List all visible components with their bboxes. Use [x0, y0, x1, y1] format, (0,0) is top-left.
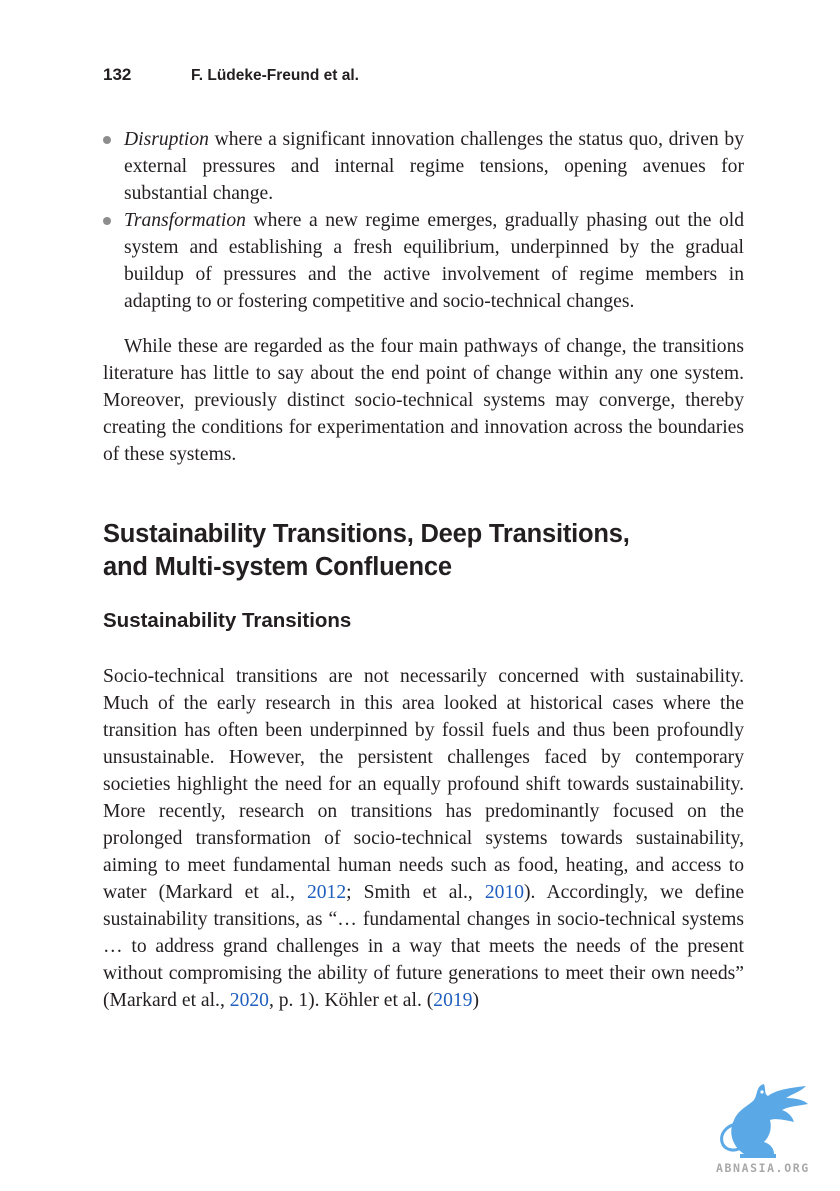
- watermark: ABNASIA.ORG: [716, 1161, 810, 1175]
- paragraph-text: ; Smith et al.,: [346, 882, 485, 903]
- list-item: [103, 207, 744, 315]
- citation-link-2020[interactable]: 2020: [229, 990, 269, 1011]
- section-heading-line1: Sustainability Transitions, Deep Transitions,: [103, 520, 630, 548]
- citation-link-2019[interactable]: 2019: [433, 990, 473, 1011]
- bullet-term: Disruption: [124, 129, 209, 150]
- list-item: [103, 126, 744, 207]
- running-head-authors: F. Lüdeke-Freund et al.: [191, 67, 359, 84]
- bullet-term: Transformation: [124, 210, 246, 231]
- section-heading: [103, 518, 744, 584]
- page-number: 132: [103, 65, 132, 84]
- section-heading-line2: and Multi-system Confluence: [103, 553, 452, 581]
- running-head: [103, 64, 359, 87]
- bullet-icon: [103, 136, 111, 144]
- paragraph-sustainability: [103, 663, 744, 1014]
- citation-link-2010[interactable]: 2010: [484, 882, 525, 903]
- bullet-icon: [103, 217, 111, 225]
- bullet-list: [103, 126, 744, 315]
- bullet-text: where a new regime emerges, gradually phasing out the old system and establishing a fresh equilibrium, underpinned by the gradual buildup of pressures and the active involvement of regime members in adapting to or fostering competitive and socio-technical changes.: [124, 210, 744, 312]
- subsection-heading: Sustainability Transitions: [103, 609, 352, 632]
- page-body: [103, 126, 744, 1014]
- paragraph-text: ): [472, 990, 479, 1011]
- paragraph-text: Socio-technical transitions are not necessarily concerned with sustainability. Much of the early research in this area looked at historical cases where the transition has often been underpinned by fossil fuels and thus been profoundly unsustainable. However, the persistent challenges faced by contemporary societies highlight the need for an equally profound shift towards sustainability. More recently, research on transitions has predominantly focused on the prolonged transformation of socio-technical systems towards sustainability, aiming to meet fundamental human needs such as food, heating, and access to water (Markard et al.,: [103, 666, 744, 903]
- paragraph-text: ). Accordingly, we define sustainability transitions, as “… fundamental changes in socio-technical systems … to address grand challenges in a way that meets the needs of the present without compromising the ability of future generations to meet their own needs” (Markard et al.,: [103, 882, 745, 1011]
- citation-link-2012[interactable]: 2012: [306, 882, 347, 903]
- griffin-logo-icon: [714, 1080, 810, 1160]
- paragraph-text: , p. 1). Köhler et al. (: [268, 990, 434, 1011]
- paragraph-pathways: While these are regarded as the four main pathways of change, the transitions literature has little to say about the end point of change within any one system. Moreover, previously distinct socio-technical systems may converge, thereby creating the conditions for experimentation and innovation across the boundaries of these systems.: [103, 336, 744, 465]
- bullet-text: where a significant innovation challenges the status quo, driven by external pressures and internal regime tensions, opening avenues for substantial change.: [124, 129, 744, 204]
